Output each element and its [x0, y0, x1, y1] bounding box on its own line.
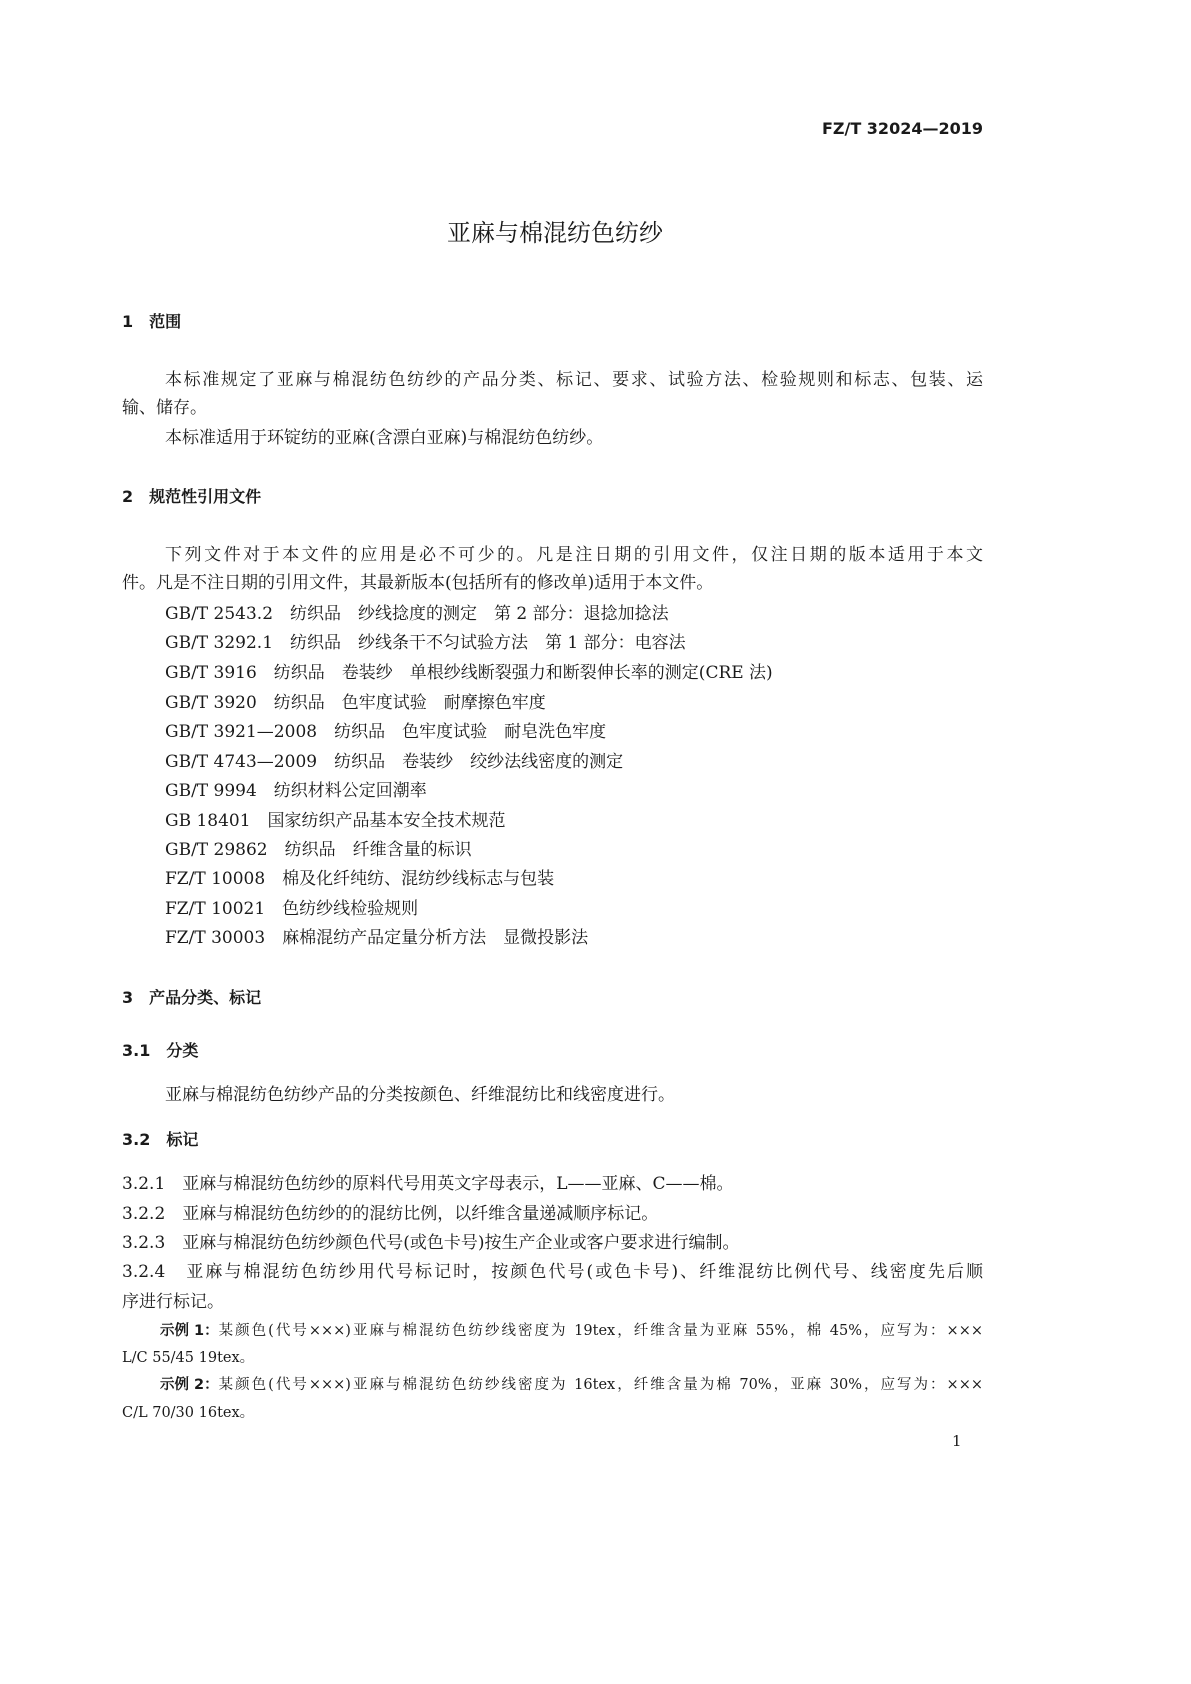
reference-item: GB/T 3916 纺织品 卷装纱 单根纱线断裂强力和断裂伸长率的测定(CRE 法) [165, 663, 773, 683]
clause-item: 3.2.2 亚麻与棉混纺色纺纱的的混纺比例，以纤维含量递减顺序标记。 [122, 1204, 659, 1224]
reference-item: FZ/T 10021 色纺纱线检验规则 [165, 899, 419, 919]
reference-item: GB/T 3920 纺织品 色牢度试验 耐摩擦色牢度 [165, 693, 546, 713]
example-text-continued: L/C 55/45 19tex。 [122, 1350, 255, 1366]
section-3-1-heading: 3.1 分类 [122, 1041, 199, 1060]
section-3-heading: 3 产品分类、标记 [122, 988, 262, 1007]
reference-item: GB/T 4743—2009 纺织品 卷装纱 绞纱法线密度的测定 [165, 752, 624, 772]
reference-item: FZ/T 30003 麻棉混纺产品定量分析方法 显微投影法 [165, 928, 589, 948]
example-text: 某颜色(代号×××)亚麻与棉混纺色纺纱线密度为 19tex，纤维含量为亚麻 55%，棉 45%，应写为：××× [218, 1323, 983, 1339]
document-code: FZ/T 32024—2019 [821, 119, 983, 138]
paragraph: 下列文件对于本文件的应用是必不可少的。凡是注日期的引用文件，仅注日期的版本适用于本文 [165, 545, 983, 565]
reference-item: GB/T 9994 纺织材料公定回潮率 [165, 781, 427, 801]
example-label: 示例 2： [160, 1377, 219, 1393]
clause-item: 3.2.1 亚麻与棉混纺色纺纱的原料代号用英文字母表示，L——亚麻、C——棉。 [122, 1174, 734, 1194]
paragraph: 件。凡是不注日期的引用文件，其最新版本(包括所有的修改单)适用于本文件。 [122, 573, 714, 593]
paragraph: 本标准适用于环锭纺的亚麻(含漂白亚麻)与棉混纺色纺纱。 [165, 428, 604, 448]
reference-item: GB/T 2543.2 纺织品 纱线捻度的测定 第 2 部分：退捻加捻法 [165, 604, 669, 624]
paragraph: 本标准规定了亚麻与棉混纺色纺纱的产品分类、标记、要求、试验方法、检验规则和标志、包装、运 [165, 370, 983, 390]
clause-item: 3.2.4 亚麻与棉混纺色纺纱用代号标记时，按颜色代号(或色卡号)、纤维混纺比例代号、线密度先后顺 [122, 1262, 983, 1282]
section-1-heading: 1 范围 [122, 312, 182, 331]
page-title: 亚麻与棉混纺色纺纱 [447, 219, 663, 247]
clause-item-continued: 序进行标记。 [122, 1292, 224, 1312]
example-1 [160, 1320, 983, 1342]
example-label: 示例 1： [160, 1323, 219, 1339]
example-text: 某颜色(代号×××)亚麻与棉混纺色纺纱线密度为 16tex，纤维含量为棉 70%，亚麻 30%，应写为：××× [218, 1377, 983, 1393]
reference-item: FZ/T 10008 棉及化纤纯纺、混纺纱线标志与包装 [165, 869, 555, 889]
section-3-2-heading: 3.2 标记 [122, 1130, 199, 1149]
page-number: 1 [952, 1432, 962, 1450]
reference-item: GB/T 3292.1 纺织品 纱线条干不匀试验方法 第 1 部分：电容法 [165, 633, 686, 653]
reference-item: GB 18401 国家纺织产品基本安全技术规范 [165, 811, 506, 831]
example-2 [160, 1374, 983, 1396]
section-2-heading: 2 规范性引用文件 [122, 487, 262, 506]
example-text-continued: C/L 70/30 16tex。 [122, 1405, 255, 1421]
clause-item: 3.2.3 亚麻与棉混纺色纺纱颜色代号(或色卡号)按生产企业或客户要求进行编制。 [122, 1233, 740, 1253]
paragraph: 亚麻与棉混纺色纺纱产品的分类按颜色、纤维混纺比和线密度进行。 [165, 1085, 675, 1105]
reference-item: GB/T 3921—2008 纺织品 色牢度试验 耐皂洗色牢度 [165, 722, 607, 742]
paragraph: 输、储存。 [122, 398, 207, 418]
reference-item: GB/T 29862 纺织品 纤维含量的标识 [165, 840, 472, 860]
